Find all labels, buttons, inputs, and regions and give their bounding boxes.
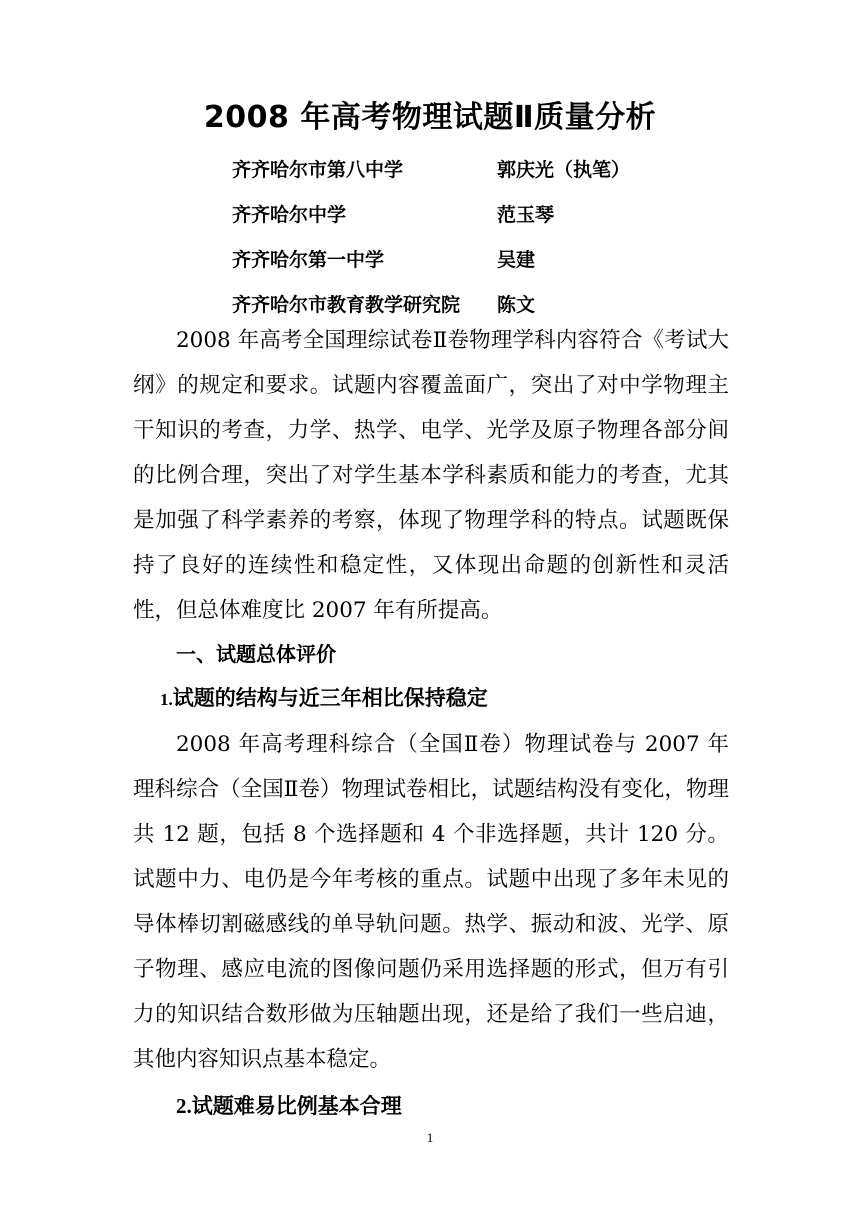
author-name: 吴建 [497, 249, 536, 271]
page-title: 2008 年高考物理试题Ⅱ质量分析 [203, 100, 657, 135]
subsection-title: 试题难易比例基本合理 [191, 1094, 402, 1118]
subsection-paragraph: 2008 年高考理科综合（全国Ⅱ卷）物理试卷与 2007 年理科综合（全国Ⅱ卷）物理试卷相比，试题结构没有变化，物理共 12 题，包括 8 个选择题和 4 个非选择题，共计 120 分。试题中力、电仍是今年考核的重点。试题中出现了多年未见的导体棒切割磁感线的单导轨问题。热学、振动和波、光学、原子物理、感应电流的图像问题仍采用选择题的形式，但万有引力的知识结合数形做为压轴题出现，还是给了我们一些启迪，其他内容知识点基本稳定。 [133, 732, 729, 1072]
page-number: 1 [426, 1130, 434, 1145]
author-institution: 齐齐哈尔第一中学 [232, 249, 385, 271]
author-list [232, 146, 630, 326]
subsection-number: 1. [160, 690, 173, 709]
author-institution: 齐齐哈尔中学 [232, 204, 347, 226]
subsection-title: 试题的结构与近三年相比保持稳定 [172, 686, 488, 710]
author-row [232, 236, 630, 281]
subsection-number: 2. [176, 1094, 192, 1118]
intro-paragraph: 2008 年高考全国理综试卷Ⅱ卷物理学科内容符合《考试大纲》的规定和要求。试题内容覆盖面广，突出了对中学物理主干知识的考查，力学、热学、电学、光学及原子物理各部分间的比例合理，突出了对学生基本学科素质和能力的考查，尤其是加强了科学素养的考察，体现了物理学科的特点。试题既保持了良好的连续性和稳定性，又体现出命题的创新性和灵活性，但总体难度比 2007 年有所提高。 [133, 328, 729, 623]
author-name: 陈文 [497, 294, 536, 316]
author-institution: 齐齐哈尔市教育教学研究院 [232, 294, 461, 316]
author-row [232, 146, 630, 191]
author-name: 范玉琴 [497, 204, 555, 226]
author-institution: 齐齐哈尔市第八中学 [232, 159, 404, 181]
subsection-heading [160, 678, 488, 720]
section-heading: 一、试题总体评价 [176, 642, 336, 666]
subsection-heading [176, 1086, 402, 1126]
author-name: 郭庆光（执笔） [497, 159, 631, 181]
author-row [232, 191, 630, 236]
